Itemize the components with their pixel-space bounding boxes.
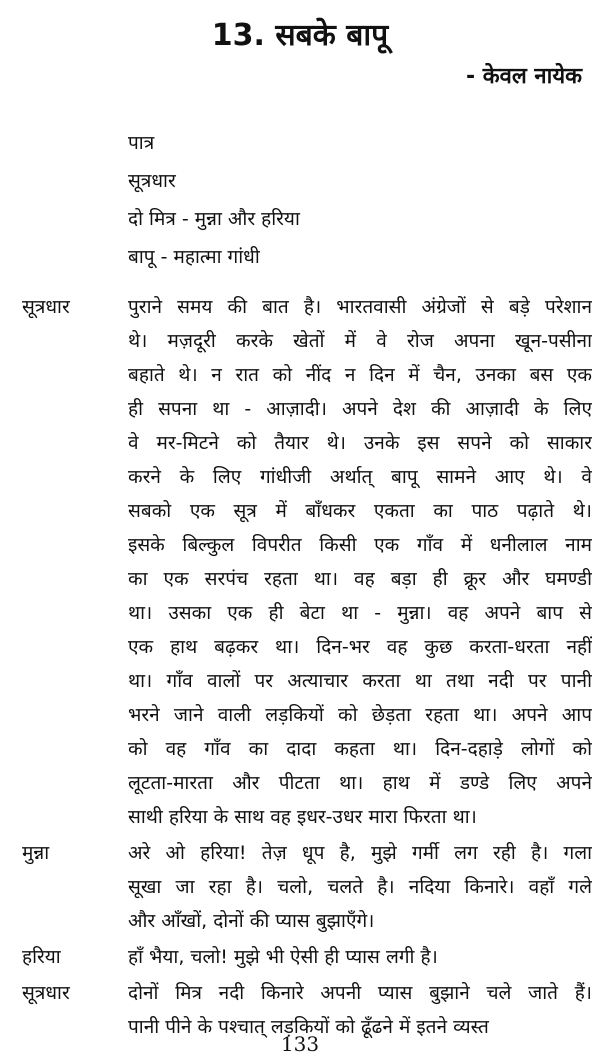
speech-text [128, 836, 592, 938]
text-line: वे मर-मिटने को तैयार थे। उनके इस सपने को साकार [128, 432, 592, 454]
cast-heading: पात्र [128, 132, 155, 154]
dialogue-section [0, 290, 600, 1046]
text-line: दोनों मित्र नदी किनारे अपनी प्यास बुझाने चले जाते हैं। [128, 982, 592, 1004]
author-name: - केवल नायेक [465, 64, 582, 89]
speech-text [128, 290, 592, 834]
text-line: को वह गाँव का दादा कहता था। दिन-दहाड़े लोगों को [128, 738, 592, 760]
text-line: साथी हरिया के साथ वह इधर-उधर मारा फिरता था। [128, 806, 477, 828]
dialogue-entry [0, 290, 600, 834]
speaker-name: सूत्रधार [22, 982, 70, 1004]
speaker-name: हरिया [22, 946, 61, 968]
chapter-title: 13. सबके बापू [211, 18, 389, 53]
text-line: था। गाँव वालों पर अत्याचार करता था तथा नदी पर पानी [128, 670, 592, 692]
text-line: इसके बिल्कुल विपरीत किसी एक गाँव में धनीलाल नाम [128, 534, 592, 556]
text-line: और आँखों, दोनों की प्यास बुझाएँगे। [128, 910, 375, 932]
text-line: ही सपना था - आज़ादी। अपने देश की आज़ादी के लिए [128, 398, 592, 420]
text-line: पुराने समय की बात है। भारतवासी अंग्रेजों से बड़े परेशान [128, 296, 592, 318]
text-line: लूटता-मारता और पीटता था। हाथ में डण्डे लिए अपने [128, 772, 592, 794]
text-line: करने के लिए गांधीजी अर्थात् बापू सामने आए थे। वे [128, 466, 592, 488]
text-line: थे। मज़दूरी करके खेतों में वे रोज अपना खून-पसीना [128, 330, 592, 352]
dialogue-entry [0, 940, 600, 974]
text-line: था। उसका एक ही बेटा था - मुन्ना। वह अपने बाप से [128, 602, 592, 624]
text-line: सूखा जा रहा है। चलो, चलते है। नदिया किनारे। वहाँ गले [128, 876, 592, 898]
speaker-name: सूत्रधार [22, 296, 70, 318]
text-line: अरे ओ हरिया! तेज़ धूप है, मुझे गर्मी लग रही है। गला [128, 842, 592, 864]
text-line: भरने जाने वाली लड़कियों को छेड़ता रहता था। अपने आप [128, 704, 592, 726]
text-line: का एक सरपंच रहता था। वह बड़ा ही क्रूर और घमण्डी [128, 568, 592, 590]
text-line: एक हाथ बढ़कर था। दिन-भर वह कुछ करता-धरता नहीं [128, 636, 592, 658]
cast-item: दो मित्र - मुन्ना और हरिया [128, 208, 300, 230]
dialogue-entry [0, 836, 600, 938]
text-line: पानी पीने के पश्चात् लड़कियों को ढूँढने में इतने व्यस्त [128, 1016, 489, 1038]
page-number: 133 [280, 1032, 320, 1056]
cast-item: बापू - महात्मा गांधी [128, 246, 260, 268]
text-line: बहाते थे। न रात को नींद न दिन में चैन, उनका बस एक [128, 364, 592, 386]
text-line: सबको एक सूत्र में बाँधकर एकता का पाठ पढ़ाते थे। [128, 500, 592, 522]
speech-text [128, 940, 592, 974]
cast-list [128, 124, 568, 276]
speaker-name: मुन्ना [22, 842, 50, 864]
text-line: हाँ भैया, चलो! मुझे भी ऐसी ही प्यास लगी है। [128, 946, 438, 968]
cast-item: सूत्रधार [128, 170, 176, 192]
